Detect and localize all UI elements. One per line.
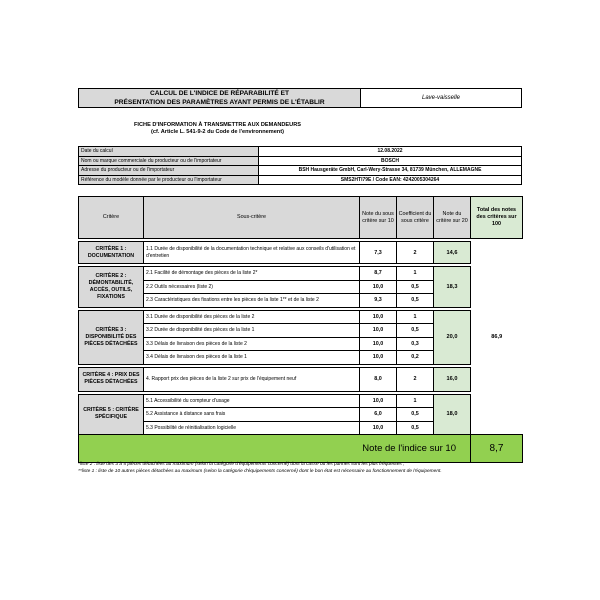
table-row [79, 310, 523, 324]
sub-criterion-label: 2.3 Caractéristiques des fixations entre les pièces de la liste 1** et de la liste 2 [144, 294, 360, 308]
sub-criterion-note: 10,0 [360, 310, 397, 324]
sub-criterion-note: 10,0 [360, 351, 397, 365]
header-sous-critere: Sous-critère [144, 197, 360, 239]
final-score-row [79, 435, 523, 463]
info-row-brand [79, 156, 522, 166]
document-title [79, 89, 361, 107]
sub-criterion-label: 4. Rapport prix des pièces de la liste 2 sur prix de l'équipement neuf [144, 367, 360, 391]
criterion-2-score: 18,3 [434, 267, 471, 308]
criterion-1-label: CRITÈRE 1 : DOCUMENTATION [79, 242, 144, 264]
sub-criterion-note: 10,0 [360, 337, 397, 351]
header-note-sous-critere: Note du sous critère sur 10 [360, 197, 397, 239]
final-score-value: 8,7 [471, 435, 523, 463]
sub-criterion-coef: 1 [397, 267, 434, 281]
info-value: BSH Hausgeräte GmbH, Carl-Wery-Strasse 34, 81739 München, ALLEMAGNE [259, 166, 522, 176]
header-critere: Critère [79, 197, 144, 239]
sub-criterion-coef: 2 [397, 367, 434, 391]
info-label: Adresse du producteur ou de l'importateur [79, 166, 259, 176]
criterion-5-label: CRITÈRE 5 : CRITÈRE SPÉCIFIQUE [79, 394, 144, 435]
info-label: Référence du modèle donnée par le producteur ou l'importateur [79, 175, 259, 185]
sub-criterion-note: 8,7 [360, 267, 397, 281]
sub-criterion-label: 3.2 Durée de disponibilité des pièces de la liste 1 [144, 324, 360, 338]
sub-criterion-note: 10,0 [360, 324, 397, 338]
total-score: 86,9 [471, 239, 523, 435]
sub-criterion-label: 3.3 Délais de livraison des pièces de la liste 2 [144, 337, 360, 351]
table-header-row [79, 197, 523, 239]
criterion-4-label: CRITÈRE 4 : PRIX DES PIÈCES DÉTACHÉES [79, 367, 144, 391]
info-value: 12.08.2022 [259, 147, 522, 157]
criterion-5-score: 18,0 [434, 394, 471, 435]
product-info-table [78, 146, 522, 185]
header-coefficient: Coefficient du sous critère [397, 197, 434, 239]
info-row-address [79, 166, 522, 176]
sub-criterion-note: 8,0 [360, 367, 397, 391]
repairability-table [78, 196, 523, 463]
sub-criterion-note: 10,0 [360, 394, 397, 408]
footnotes [78, 461, 528, 475]
table-row [79, 242, 523, 264]
fiche-heading-line1: FICHE D'INFORMATION À TRANSMETTRE AUX DEMANDEURS [134, 122, 301, 128]
table-row [79, 394, 523, 408]
criterion-3-score: 20,0 [434, 310, 471, 364]
final-score-label: Note de l'indice sur 10 [79, 435, 471, 463]
footnote-liste-2: *liste 2 : liste des 3 à 5 pièces détachées au maximum (selon la catégorie d'équipements concerné) dont la casse ou les pannes sont les plus fréquentes ; [78, 462, 405, 467]
sub-criterion-coef: 1 [397, 310, 434, 324]
sub-criterion-coef: 0,5 [397, 280, 434, 294]
sub-criterion-coef: 0,3 [397, 337, 434, 351]
fiche-heading [78, 122, 357, 136]
title-block [78, 88, 522, 108]
header-total: Total des notes des critères sur 100 [471, 197, 523, 239]
sub-criterion-note: 7,3 [360, 242, 397, 264]
fiche-heading-line2: (cf. Article L. 541-9-2 du Code de l'environnement) [151, 129, 284, 135]
document-title-line2: PRÉSENTATION DES PARAMÈTRES AYANT PERMIS DE L'ÉTABLIR [114, 98, 325, 106]
info-label: Nom ou marque commerciale du producteur ou de l'importateur [79, 156, 259, 166]
sub-criterion-label: 5.2 Assistance à distance sans frais [144, 408, 360, 422]
criterion-1-score: 14,6 [434, 242, 471, 264]
sub-criterion-label: 1.1 Durée de disponibilité de la documentation technique et relative aux conseils d'utilisation et d'entretien [144, 242, 360, 264]
product-category: Lave-vaisselle [421, 95, 461, 101]
info-label: Date du calcul [79, 147, 259, 157]
sub-criterion-coef: 0,5 [397, 421, 434, 435]
sub-criterion-note: 6,0 [360, 408, 397, 422]
footnote-liste-1: **liste 1 : liste de 10 autres pièces détachées au maximum (selon la catégorie d'équipements concerné) dont le bon état est nécessaire au fonctionnement de l'équipement. [78, 469, 442, 474]
document-title-line1: CALCUL DE L'INDICE DE RÉPARABILITÉ ET [149, 90, 290, 97]
info-row-date [79, 147, 522, 157]
info-value: BOSCH [259, 156, 522, 166]
header-note-critere: Note du critère sur 20 [434, 197, 471, 239]
sub-criterion-label: 5.1 Accessibilité du compteur d'usage [144, 394, 360, 408]
criterion-3-label: CRITÈRE 3 : DISPONIBILITÉ DES PIÈCES DÉTACHÉES [79, 310, 144, 364]
sub-criterion-coef: 0,5 [397, 324, 434, 338]
criterion-2-label: CRITÈRE 2 : DÉMONTABILITÉ, ACCÈS, OUTILS, FIXATIONS [79, 267, 144, 308]
table-row [79, 367, 523, 391]
table-row [79, 267, 523, 281]
sub-criterion-coef: 0,5 [397, 294, 434, 308]
sub-criterion-note: 10,0 [360, 280, 397, 294]
sub-criterion-label: 3.1 Durée de disponibilité des pièces de la liste 2 [144, 310, 360, 324]
info-value: SMS2HTI79E / Code EAN: 4242005304264 [259, 175, 522, 185]
sub-criterion-label: 2.1 Facilité de démontage des pièces de la liste 2* [144, 267, 360, 281]
sub-criterion-label: 2.2 Outils nécessaires (liste 2) [144, 280, 360, 294]
sub-criterion-coef: 1 [397, 394, 434, 408]
sub-criterion-label: 3.4 Délais de livraison des pièces de la liste 1 [144, 351, 360, 365]
sub-criterion-coef: 0,2 [397, 351, 434, 365]
sub-criterion-coef: 0,5 [397, 408, 434, 422]
sub-criterion-note: 10,0 [360, 421, 397, 435]
sub-criterion-note: 9,3 [360, 294, 397, 308]
criterion-4-score: 16,0 [434, 367, 471, 391]
sub-criterion-label: 5.3 Possibilité de réinitialisation logicielle [144, 421, 360, 435]
info-row-reference [79, 175, 522, 185]
sub-criterion-coef: 2 [397, 242, 434, 264]
